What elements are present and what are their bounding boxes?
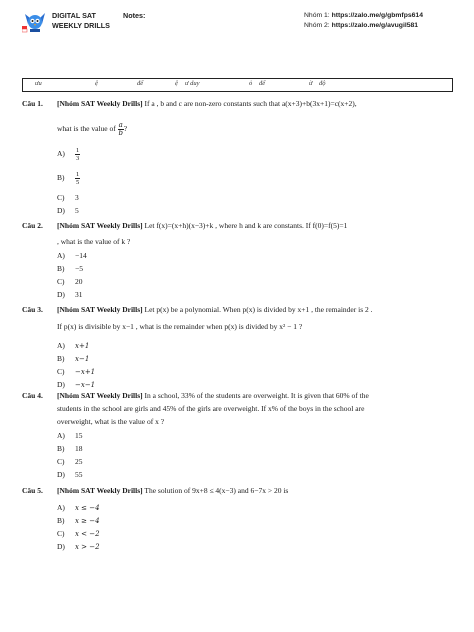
question-text-2 xyxy=(57,404,453,413)
box-label: ưu xyxy=(35,80,42,87)
option-c[interactable] xyxy=(57,367,95,377)
option-value: x+1 xyxy=(75,342,90,350)
option-value: x > −2 xyxy=(75,543,100,551)
box-label: độ xyxy=(319,80,326,87)
option-label: D) xyxy=(57,380,65,389)
numerator: a xyxy=(118,121,123,129)
option-value: 5 xyxy=(75,206,79,215)
box-label: để xyxy=(137,80,144,87)
option-label: C) xyxy=(57,277,65,286)
brand-title xyxy=(52,11,110,31)
option-label: B) xyxy=(57,516,65,525)
option-label: D) xyxy=(57,290,65,299)
option-value: 55 xyxy=(75,470,83,479)
option-label: B) xyxy=(57,354,65,363)
question-number: Câu 2. xyxy=(22,221,43,230)
option-value: −5 xyxy=(75,264,83,273)
option-label: D) xyxy=(57,470,65,479)
option-value: −14 xyxy=(75,251,87,260)
denominator: 3 xyxy=(76,155,80,162)
option-label: B) xyxy=(57,173,65,183)
question-line: overweight, what is the value of x ? xyxy=(57,417,165,426)
question-line: , what is the value of k ? xyxy=(57,237,131,246)
question-number: Câu 3. xyxy=(22,305,43,314)
question-text-2 xyxy=(57,237,453,246)
option-value: x ≥ −4 xyxy=(75,517,100,525)
question-line: The solution of 9x+8 ≤ 4(x−3) and 6−7x > 20 is xyxy=(142,486,289,495)
box-label: ệ xyxy=(175,80,178,87)
option-b[interactable] xyxy=(57,264,83,273)
box-label: ừ xyxy=(309,80,313,87)
option-label: C) xyxy=(57,457,65,466)
box-label: để xyxy=(259,80,266,87)
question-line: In a school, 33% of the students are overweight. It is given that 60% of the xyxy=(142,391,369,400)
group1-label: Nhóm 1: xyxy=(304,12,332,19)
option-a[interactable] xyxy=(57,147,80,162)
option-value: 3 xyxy=(75,193,79,202)
question-tag: [Nhóm SAT Weekly Drills] xyxy=(57,221,143,230)
group2-link[interactable]: https://zalo.me/g/avugil581 xyxy=(331,22,419,29)
owl-logo-icon xyxy=(22,10,48,34)
brand-line-2: WEEKLY DRILLS xyxy=(52,21,110,30)
option-label: A) xyxy=(57,251,65,260)
option-a[interactable] xyxy=(57,431,83,440)
option-label: C) xyxy=(57,529,65,538)
section-box xyxy=(22,78,453,92)
box-label: ỏ xyxy=(249,80,253,87)
option-a[interactable] xyxy=(57,251,87,260)
option-d[interactable] xyxy=(57,290,83,299)
option-b[interactable] xyxy=(57,354,89,364)
option-a[interactable] xyxy=(57,503,100,513)
option-d[interactable] xyxy=(57,206,79,215)
option-label: A) xyxy=(57,341,65,350)
question-line: If a , b and c are non-zero constants such that a(x+3)+b(3x+1)=c(x+2), xyxy=(142,99,357,108)
fraction xyxy=(75,147,80,162)
denominator: b xyxy=(118,129,123,137)
option-label: A) xyxy=(57,149,65,159)
option-value: 31 xyxy=(75,290,83,299)
brand-line-1: DIGITAL SAT xyxy=(52,11,96,20)
option-value: x < −2 xyxy=(75,530,100,538)
question-text xyxy=(57,486,453,495)
option-label: A) xyxy=(57,503,65,512)
question-tag: [Nhóm SAT Weekly Drills] xyxy=(57,486,143,495)
group1-link[interactable]: https://zalo.me/g/gbmfps614 xyxy=(331,12,423,19)
question-line: what is the value of xyxy=(57,124,116,134)
option-b[interactable] xyxy=(57,444,83,453)
option-d[interactable] xyxy=(57,380,95,390)
group-links xyxy=(304,11,423,31)
option-d[interactable] xyxy=(57,470,83,479)
question-line: Let f(x)=(x+h)(x−3)+k , where h and k are constants. If f(0)=f(5)=1 xyxy=(142,221,348,230)
option-label: C) xyxy=(57,367,65,376)
question-text-2 xyxy=(57,122,453,137)
question-tag: [Nhóm SAT Weekly Drills] xyxy=(57,99,143,108)
numerator: 1 xyxy=(76,171,80,178)
numerator: 1 xyxy=(76,147,80,154)
question-number: Câu 5. xyxy=(22,486,43,495)
option-label: B) xyxy=(57,264,65,273)
notes-label: Notes: xyxy=(123,11,146,20)
option-label: D) xyxy=(57,542,65,551)
question-text xyxy=(57,221,453,230)
question-line: students in the school are girls and 45% of the girls are overweight. If x% of the boys in the school are xyxy=(57,404,365,413)
option-c[interactable] xyxy=(57,277,83,286)
option-label: C) xyxy=(57,193,65,202)
question-line: Let p(x) be a polynomial. When p(x) is divided by x+1 , the remainder is 2 . xyxy=(142,305,373,314)
option-d[interactable] xyxy=(57,542,100,552)
question-text-2 xyxy=(57,322,453,331)
fraction xyxy=(75,171,80,186)
question-number: Câu 1. xyxy=(22,99,43,108)
group2-label: Nhóm 2: xyxy=(304,22,332,29)
option-value: −x−1 xyxy=(75,381,96,389)
option-value: 20 xyxy=(75,277,83,286)
option-value: x−1 xyxy=(75,355,90,363)
option-c[interactable] xyxy=(57,529,100,539)
question-text xyxy=(57,99,453,108)
option-c[interactable] xyxy=(57,193,79,202)
question-mark: ? xyxy=(123,124,128,134)
option-value: −x+1 xyxy=(75,368,96,376)
question-text xyxy=(57,391,453,400)
option-value: x ≤ −4 xyxy=(75,504,100,512)
option-value: 18 xyxy=(75,444,83,453)
option-c[interactable] xyxy=(57,457,83,466)
option-label: A) xyxy=(57,431,65,440)
option-b[interactable] xyxy=(57,516,100,526)
denominator: 5 xyxy=(76,179,80,186)
option-b[interactable] xyxy=(57,171,80,186)
option-value: 25 xyxy=(75,457,83,466)
option-value: 15 xyxy=(75,431,83,440)
question-tag: [Nhóm SAT Weekly Drills] xyxy=(57,305,143,314)
question-line: If p(x) is divisible by x−1 , what is the remainder when p(x) is divided by x² − 1 ? xyxy=(57,322,303,331)
question-tag: [Nhóm SAT Weekly Drills] xyxy=(57,391,143,400)
option-label: D) xyxy=(57,206,65,215)
question-text xyxy=(57,305,453,314)
option-a[interactable] xyxy=(57,341,89,351)
option-label: B) xyxy=(57,444,65,453)
box-label: ư duy xyxy=(185,80,200,87)
question-number: Câu 4. xyxy=(22,391,43,400)
box-label: ệ xyxy=(95,80,98,87)
page-header xyxy=(0,0,474,40)
question-text-3 xyxy=(57,417,453,426)
